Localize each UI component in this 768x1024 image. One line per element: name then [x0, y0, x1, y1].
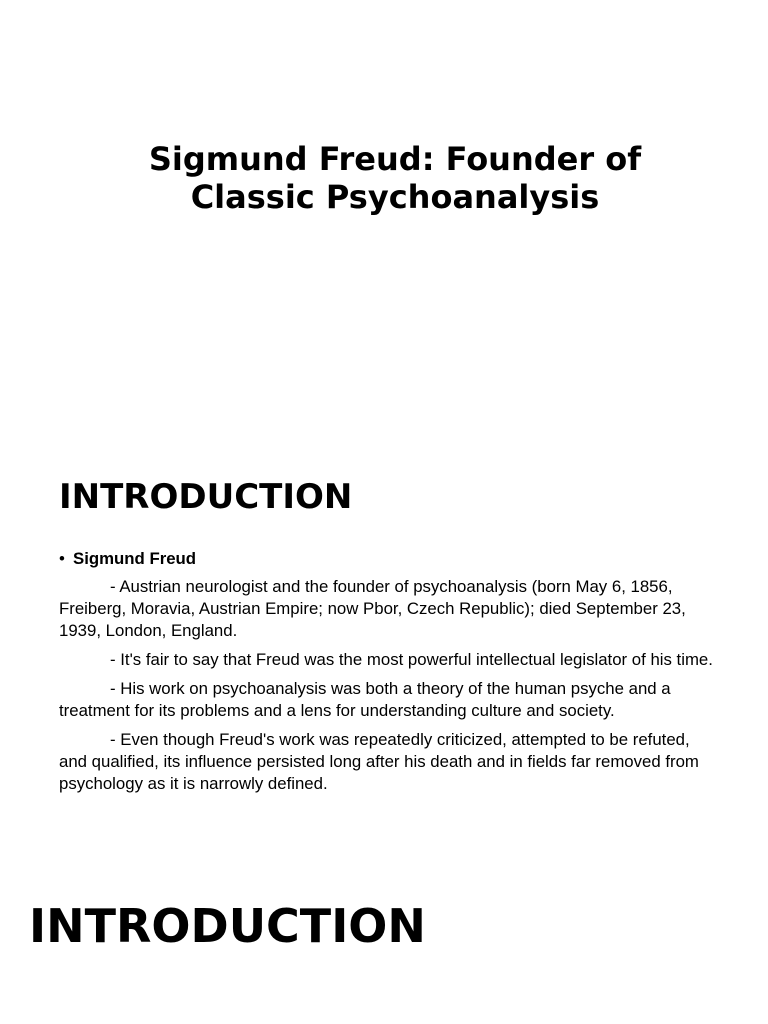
paragraph: - His work on psychoanalysis was both a theory of the human psyche and a treatment for its problems and a lens for understanding culture and society. [59, 679, 671, 720]
introduction-slide [0, 440, 768, 880]
bullet-dot-icon: • [59, 549, 65, 568]
title-slide [0, 0, 768, 440]
paragraph: - It's fair to say that Freud was the most powerful intellectual legislator of his time. [110, 650, 713, 669]
paragraph: - Even though Freud's work was repeatedly criticized, attempted to be refuted, and qualified, its influence persisted long after his death and in fields far removed from psychology as it is narrowly defined. [59, 730, 699, 793]
introduction-heading: INTRODUCTION [59, 477, 353, 517]
presentation-title [84, 140, 706, 216]
next-slide-heading: INTRODUCTION [29, 899, 426, 953]
bullet-block [59, 548, 719, 802]
title-line-1: Sigmund Freud: Founder of [148, 140, 642, 178]
bullet-label: Sigmund Freud [73, 549, 197, 568]
title-line-2: Classic Psychoanalysis [190, 178, 600, 216]
next-slide [0, 880, 768, 1024]
paragraph: - Austrian neurologist and the founder of psychoanalysis (born May 6, 1856, Freiberg, Moravia, Austrian Empire; now Pbor, Czech Republic); died September 23, 1939, London, England. [59, 577, 686, 640]
bullet-item [59, 548, 719, 570]
